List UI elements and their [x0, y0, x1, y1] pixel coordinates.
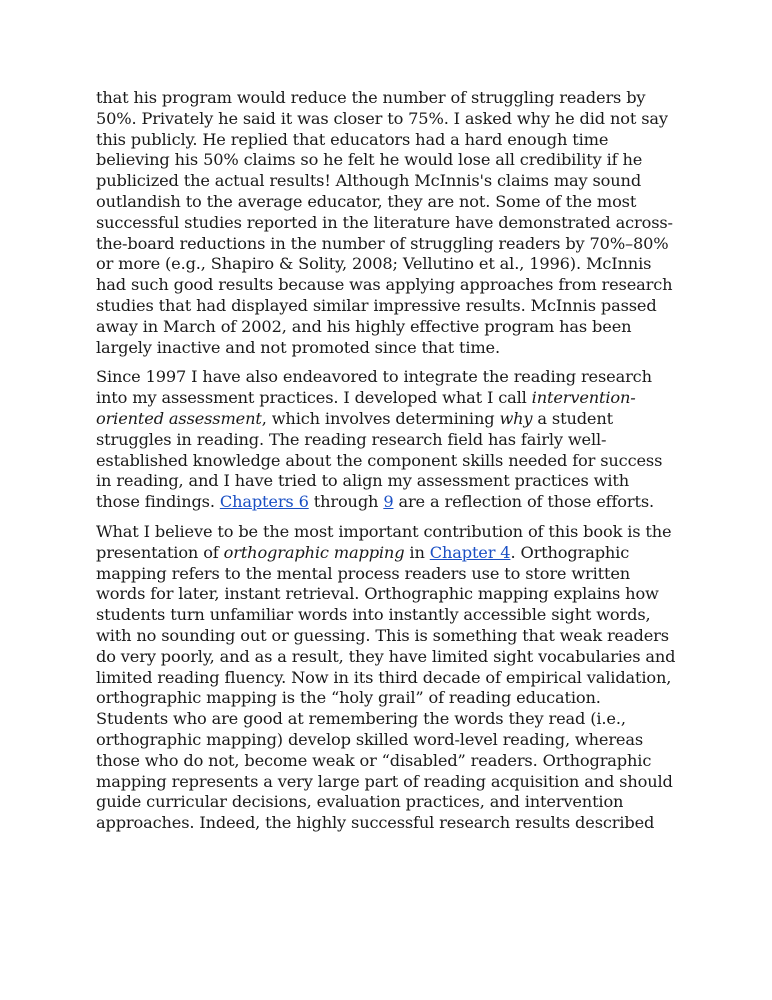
italic-term-intervention-oriented-assessment: intervention-oriented assessment [96, 388, 636, 428]
paragraph-text: What I believe to be the most important contribution of this book is the presentation of [96, 521, 672, 562]
chapter-4-link[interactable]: Chapter 4 [429, 542, 511, 562]
paragraph-text: in [404, 542, 430, 562]
chapter-9-link[interactable]: 9 [383, 492, 394, 512]
paragraph-assessment-practices [96, 367, 676, 513]
paragraph-mcinnis-results [96, 88, 676, 358]
paragraph-text: that his program would reduce the number of struggling readers by 50%. Privately he said it was closer to 75%. I asked why he did not say this publicly. He replied that educators had a hard enough time believing his 50% claims so he felt he would lose all credibility if he publicized the actual results! Although McInnis's claims may sound outlandish to the average educator, they are not. Some of the most successful studies reported in the literature have demonstrated across-the-board reductions in the number of struggling readers by 70%–80% or more (e.g., Shapiro & Solity, 2008; Vellutino et al., 1996). McInnis had such good results because was applying approaches from research studies that had displayed similar impressive results. McInnis passed away in March of 2002, and his highly effective program has been largely inactive and not promoted since that time. [96, 88, 673, 357]
italic-term-orthographic-mapping: orthographic mapping [223, 542, 405, 562]
paragraph-text: through [308, 492, 384, 512]
paragraph-text: , which involves determining [261, 408, 500, 428]
chapter-6-link[interactable]: Chapters 6 [219, 492, 309, 512]
paragraph-text: are a reflection of those efforts. [393, 492, 655, 512]
paragraph-orthographic-mapping [96, 522, 676, 834]
paragraph-text: . Orthographic mapping refers to the mental process readers use to store written words for later, instant retrieval. Orthographic mapping explains how students turn unfamiliar words into instantly accessible sight words, with no sounding out or guessing. This is something that weak readers do very poorly, and as a result, they have limited sight vocabularies and limited reading fluency. Now in its third decade of empirical validation, orthographic mapping is the “holy grail” of reading education. Students who are good at remembering the words they read (i.e., orthographic mapping) develop skilled word-level reading, whereas those who do not, become weak or “disabled” readers. Orthographic mapping represents a very large part of reading acquisition and should guide curricular decisions, evaluation practices, and intervention approaches. Indeed, the highly successful research results described [96, 542, 676, 833]
document-page [96, 88, 676, 843]
paragraph-text: a student struggles in reading. The reading research field has fairly well-established knowledge about the component skills needed for success in reading, and I have tried to align my assessment practices with those findings. [96, 408, 663, 512]
paragraph-text: Since 1997 I have also endeavored to integrate the reading research into my assessment practices. I developed what I call [96, 367, 652, 408]
italic-term-why: why [499, 408, 533, 428]
